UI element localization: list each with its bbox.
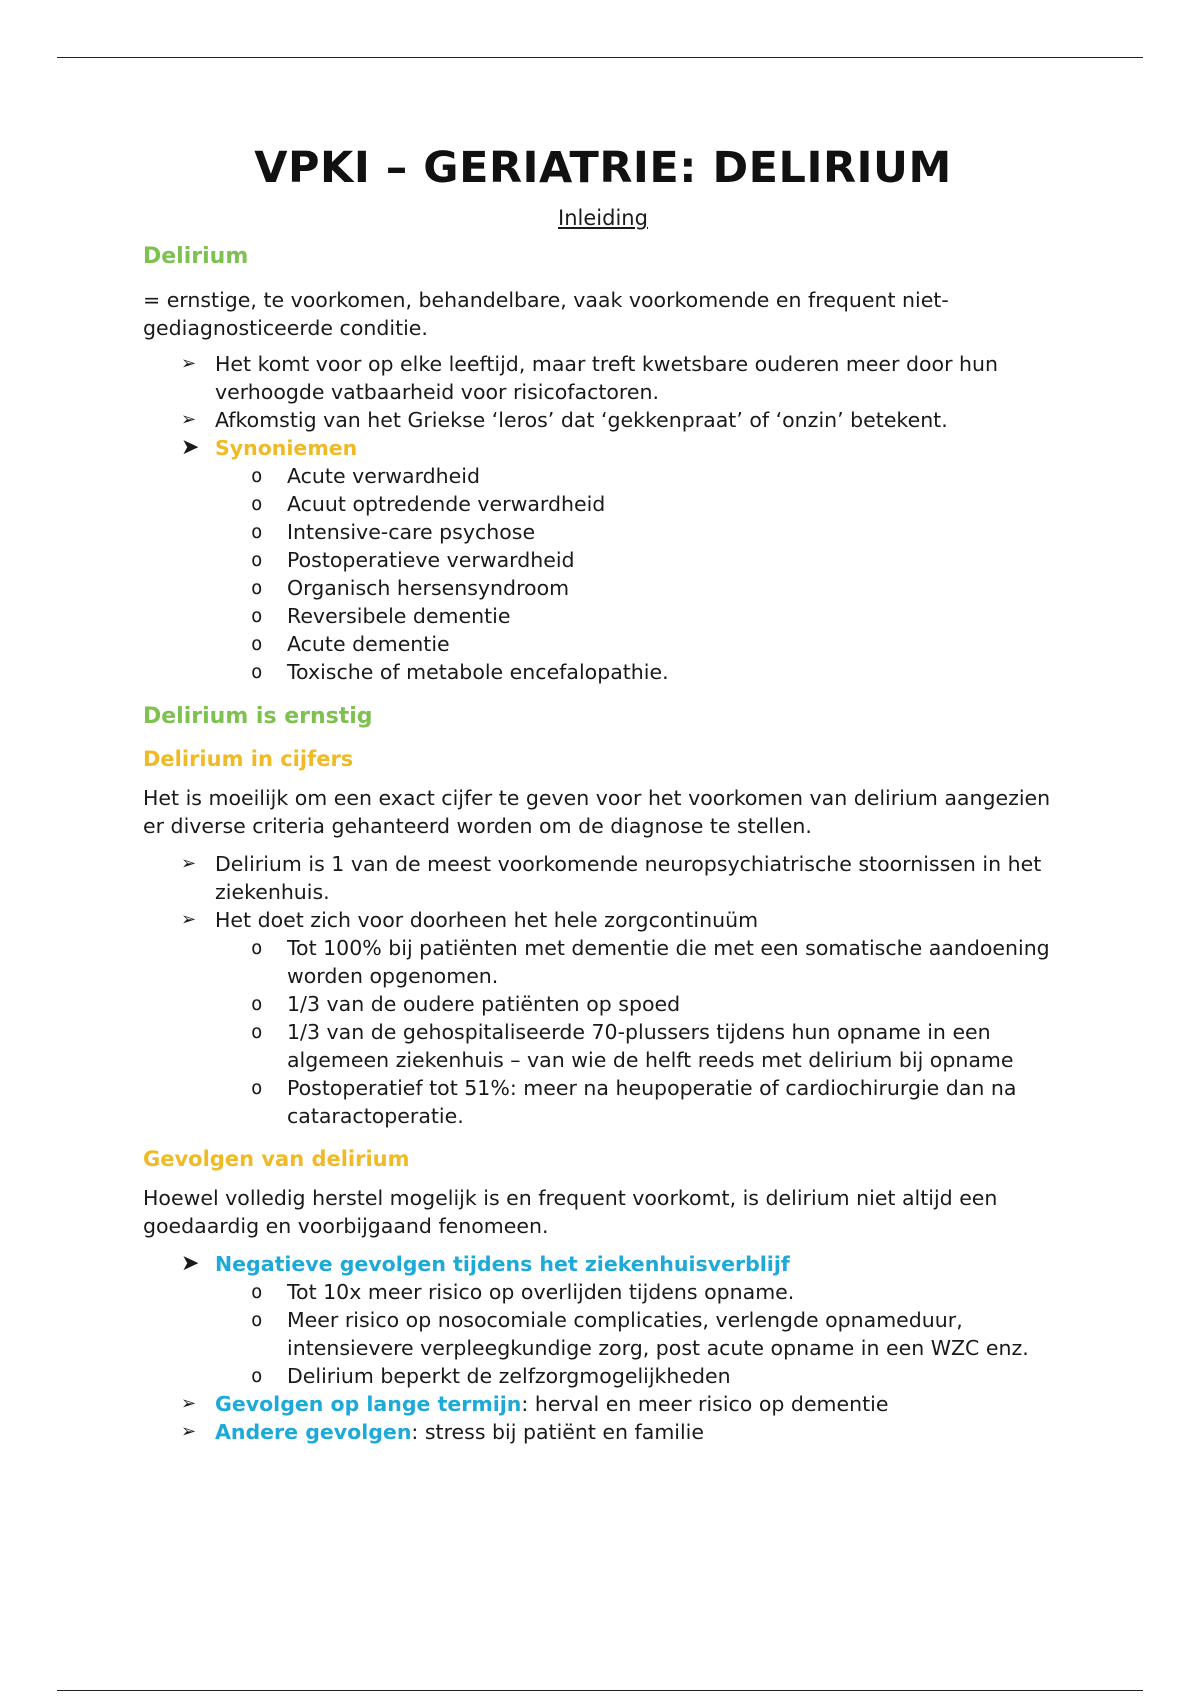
list-item bbox=[143, 1250, 1063, 1278]
sub-bullet-icon: o bbox=[251, 937, 263, 959]
negatief-label: Negatieve gevolgen tijdens het ziekenhuisverblijf bbox=[215, 1252, 790, 1276]
list-item: ➢ Het komt voor op elke leeftijd, maar treft kwetsbare ouderen meer door hun verhoogde vatbaarheid voor risicofactoren. bbox=[181, 352, 998, 404]
cijfers-intro: Het is moeilijk om een exact cijfer te geven voor het voorkomen van delirium aangezien er diverse criteria gehanteerd worden om de diagnose te stellen. bbox=[143, 786, 1051, 838]
list-item: o Organisch hersensyndroom bbox=[251, 576, 570, 600]
list-item: o Tot 10x meer risico op overlijden tijdens opname. bbox=[251, 1280, 795, 1304]
sub-bullet-icon: o bbox=[251, 521, 263, 543]
sub-bullet-icon: o bbox=[251, 577, 263, 599]
arrow-bullet-icon: ➤ bbox=[181, 1251, 200, 1276]
sub-bullet-icon: o bbox=[251, 1281, 263, 1303]
synonyms-label: Synoniemen bbox=[215, 436, 358, 460]
sub-bullet-icon: o bbox=[251, 1077, 263, 1099]
header-rule bbox=[57, 57, 1143, 58]
list-item: o Delirium beperkt de zelfzorgmogelijkheden bbox=[251, 1364, 731, 1388]
list-item: o Postoperatieve verwardheid bbox=[251, 548, 575, 572]
arrow-bullet-icon: ➢ bbox=[181, 1393, 197, 1414]
list-item: o 1/3 van de oudere patiënten op spoed bbox=[251, 992, 681, 1016]
list-item: o 1/3 van de gehospitaliseerde 70-plussers tijdens hun opname in een algemeen ziekenhuis – van wie de helft reeds met delirium bij opname bbox=[251, 1020, 1014, 1072]
arrow-bullet-icon: ➢ bbox=[181, 1421, 197, 1442]
heading-gevolgen: Gevolgen van delirium bbox=[143, 1147, 410, 1171]
arrow-bullet-icon: ➤ bbox=[181, 435, 200, 460]
sub-bullet-icon: o bbox=[251, 549, 263, 571]
arrow-bullet-icon: ➢ bbox=[181, 909, 197, 930]
list-item: ➢ Gevolgen op lange termijn: herval en meer risico op dementie bbox=[181, 1392, 889, 1416]
list-item: o Acute dementie bbox=[251, 632, 450, 656]
sub-bullet-icon: o bbox=[251, 633, 263, 655]
list-item: ➢ Andere gevolgen: stress bij patiënt en familie bbox=[181, 1420, 704, 1444]
list-item: o Intensive-care psychose bbox=[251, 520, 536, 544]
heading-delirium-cijfers: Delirium in cijfers bbox=[143, 747, 354, 771]
sub-bullet-icon: o bbox=[251, 493, 263, 515]
sub-bullet-icon: o bbox=[251, 661, 263, 683]
sub-bullet-icon: o bbox=[251, 1021, 263, 1043]
list-item: o Meer risico op nosocomiale complicaties, verlengde opnameduur, intensievere verpleegkundige zorg, post acute opname in een WZC enz. bbox=[251, 1308, 1029, 1360]
delirium-list bbox=[143, 350, 1063, 686]
list-item: o Acute verwardheid bbox=[251, 464, 480, 488]
document-body bbox=[143, 140, 1063, 1446]
andere-gevolgen-label: Andere gevolgen bbox=[215, 1420, 412, 1444]
list-item: o Toxische of metabole encefalopathie. bbox=[251, 660, 669, 684]
delirium-intro: = ernstige, te voorkomen, behandelbare, vaak voorkomende en frequent niet-gediagnosticeerde conditie. bbox=[143, 288, 949, 340]
sub-bullet-icon: o bbox=[251, 1309, 263, 1331]
gevolgen-intro: Hoewel volledig herstel mogelijk is en frequent voorkomt, is delirium niet altijd een goedaardig en voorbijgaand fenomeen. bbox=[143, 1186, 998, 1238]
list-item: o Reversibele dementie bbox=[251, 604, 511, 628]
sub-bullet-icon: o bbox=[251, 1365, 263, 1387]
footer-rule bbox=[57, 1690, 1143, 1691]
arrow-bullet-icon: ➢ bbox=[181, 409, 197, 430]
list-item: o Acuut optredende verwardheid bbox=[251, 492, 606, 516]
list-item: o Postoperatief tot 51%: meer na heupoperatie of cardiochirurgie dan na cataractoperatie. bbox=[251, 1076, 1017, 1128]
sub-bullet-icon: o bbox=[251, 605, 263, 627]
list-item: ➢ Afkomstig van het Griekse ‘leros’ dat ‘gekkenpraat’ of ‘onzin’ betekent. bbox=[181, 408, 948, 432]
arrow-bullet-icon: ➢ bbox=[181, 353, 197, 374]
cijfers-list bbox=[143, 850, 1063, 1130]
gevolgen-list bbox=[143, 1250, 1063, 1446]
section-subtitle: Inleiding bbox=[558, 206, 648, 230]
sub-bullet-icon: o bbox=[251, 465, 263, 487]
list-item: o Tot 100% bij patiënten met dementie die met een somatische aandoening worden opgenomen. bbox=[251, 936, 1050, 988]
heading-delirium: Delirium bbox=[143, 244, 249, 269]
arrow-bullet-icon: ➢ bbox=[181, 853, 197, 874]
heading-delirium-ernstig: Delirium is ernstig bbox=[143, 704, 373, 729]
sub-bullet-icon: o bbox=[251, 993, 263, 1015]
list-item bbox=[143, 434, 1063, 462]
document-title: VPKI – GERIATRIE: DELIRIUM bbox=[254, 143, 952, 193]
list-item: ➢ Het doet zich voor doorheen het hele zorgcontinuüm bbox=[181, 908, 759, 932]
lange-termijn-label: Gevolgen op lange termijn bbox=[215, 1392, 522, 1416]
list-item: ➢ Delirium is 1 van de meest voorkomende neuropsychiatrische stoornissen in het ziekenhuis. bbox=[181, 852, 1042, 904]
